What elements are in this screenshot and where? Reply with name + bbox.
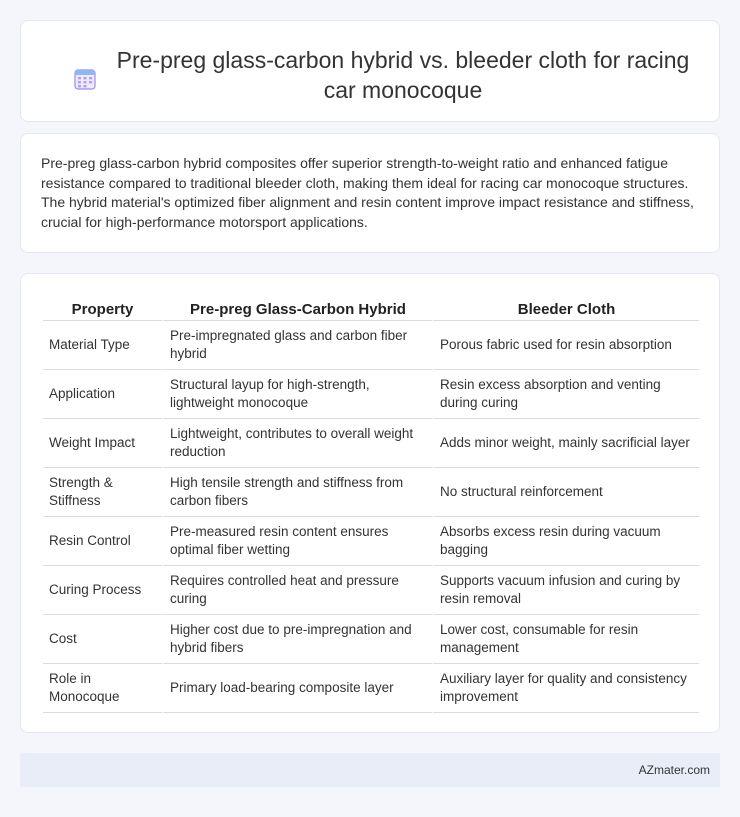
property-cell: Application: [43, 370, 162, 419]
column-header-prepreg: Pre-preg Glass-Carbon Hybrid: [162, 295, 432, 321]
prepreg-cell: Primary load-bearing composite layer: [162, 664, 432, 713]
summary-card: [20, 133, 720, 253]
bleeder-cell: Resin excess absorption and venting during curing: [432, 370, 699, 419]
table-header-row: [43, 295, 699, 321]
prepreg-cell: Lightweight, contributes to overall weight reduction: [162, 419, 432, 468]
summary-text: Pre-preg glass-carbon hybrid composites offer superior strength-to-weight ratio and enhanced fatigue resistance compared to traditional bleeder cloth, making them ideal for racing car monocoque structures. The hybrid material's optimized fiber alignment and resin content improve impact resistance and stiffness, crucial for high-performance motorsport applications.: [41, 155, 694, 230]
table-row: [43, 517, 699, 566]
bleeder-cell: Adds minor weight, mainly sacrificial layer: [432, 419, 699, 468]
table-row: [43, 370, 699, 419]
table-row: [43, 321, 699, 370]
property-cell: Cost: [43, 615, 162, 664]
comparison-table: [43, 295, 699, 713]
property-cell: Curing Process: [43, 566, 162, 615]
table-row: [43, 468, 699, 517]
title-card: [20, 20, 720, 122]
property-cell: Material Type: [43, 321, 162, 370]
comparison-card: [20, 273, 720, 733]
page-title: Pre-preg glass-carbon hybrid vs. bleeder cloth for racing car monocoque: [116, 47, 690, 103]
footer-bar: [20, 753, 720, 787]
property-cell: Strength & Stiffness: [43, 468, 162, 517]
property-cell: Weight Impact: [43, 419, 162, 468]
table-row: [43, 566, 699, 615]
footer-brand: AZmater.com: [638, 763, 710, 777]
table-row: [43, 615, 699, 664]
bleeder-cell: No structural reinforcement: [432, 468, 699, 517]
bleeder-cell: Supports vacuum infusion and curing by resin removal: [432, 566, 699, 615]
column-header-bleeder: Bleeder Cloth: [432, 295, 699, 321]
table-row: [43, 664, 699, 713]
prepreg-cell: Pre-impregnated glass and carbon fiber hybrid: [162, 321, 432, 370]
bleeder-cell: Auxiliary layer for quality and consistency improvement: [432, 664, 699, 713]
bleeder-cell: Porous fabric used for resin absorption: [432, 321, 699, 370]
column-header-property: Property: [43, 295, 162, 321]
prepreg-cell: Requires controlled heat and pressure curing: [162, 566, 432, 615]
prepreg-cell: Structural layup for high-strength, lightweight monocoque: [162, 370, 432, 419]
prepreg-cell: High tensile strength and stiffness from carbon fibers: [162, 468, 432, 517]
table-row: [43, 419, 699, 468]
bleeder-cell: Lower cost, consumable for resin management: [432, 615, 699, 664]
prepreg-cell: Pre-measured resin content ensures optimal fiber wetting: [162, 517, 432, 566]
prepreg-cell: Higher cost due to pre-impregnation and hybrid fibers: [162, 615, 432, 664]
property-cell: Resin Control: [43, 517, 162, 566]
bleeder-cell: Absorbs excess resin during vacuum bagging: [432, 517, 699, 566]
property-cell: Role in Monocoque: [43, 664, 162, 713]
